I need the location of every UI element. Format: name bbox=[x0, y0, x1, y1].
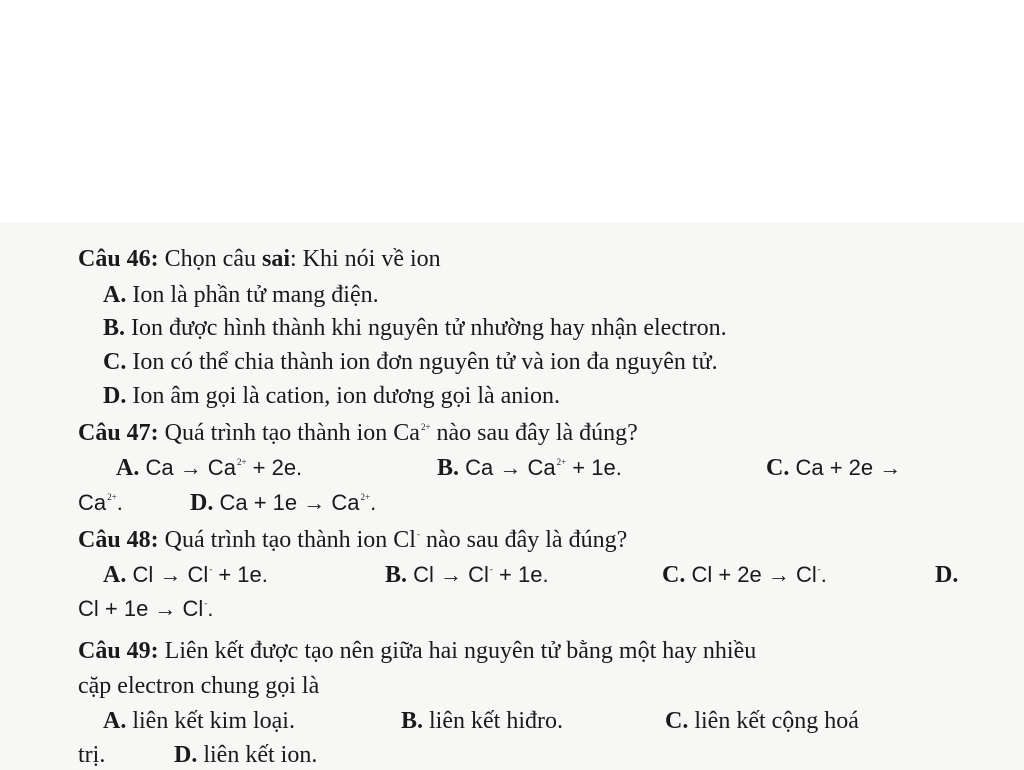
q49-option-a bbox=[103, 706, 295, 736]
option-text: Ion có thể chia thành ion đơn nguyên tử và ion đa nguyên tử. bbox=[126, 349, 718, 375]
q46-option-c bbox=[103, 347, 718, 377]
equation-lhs: Cl + 1e → Cl bbox=[78, 596, 204, 621]
q47-option-b bbox=[437, 453, 622, 487]
q47-stem-tail: nào sau đây là đúng? bbox=[430, 420, 638, 446]
option-label: A. bbox=[103, 282, 127, 308]
q46-stem bbox=[78, 244, 441, 274]
equation-product: Ca bbox=[78, 490, 107, 515]
q47-stem-text: Quá trình tạo thành ion Ca bbox=[158, 420, 420, 446]
equation-rhs: + 1e. bbox=[492, 562, 549, 587]
equation-lhs: Cl → Cl bbox=[407, 562, 489, 587]
option-text: liên kết ion. bbox=[197, 742, 318, 768]
q49-option-c-continued bbox=[78, 740, 105, 770]
option-text: liên kết cộng hoá bbox=[688, 708, 859, 734]
equation: Ca + 2e → bbox=[789, 455, 902, 480]
superscript: - bbox=[204, 598, 208, 608]
q49-option-d bbox=[174, 740, 317, 770]
q46-number: Câu 46: bbox=[78, 246, 159, 272]
equation-rhs: + 1e. bbox=[566, 455, 622, 480]
option-label: D. bbox=[174, 742, 198, 768]
q46-stem-text: Chọn câu bbox=[158, 246, 262, 272]
q47-option-c bbox=[766, 453, 901, 483]
option-text: liên kết hiđro. bbox=[423, 708, 563, 734]
option-label: C. bbox=[665, 708, 689, 734]
equation-rhs: . bbox=[207, 596, 214, 621]
q46-option-b bbox=[103, 313, 727, 343]
equation-lhs: Cl + 2e → Cl bbox=[685, 562, 817, 587]
q48-stem-tail: nào sau đây là đúng? bbox=[419, 527, 628, 553]
q49-stem-text: cặp electron chung gọi là bbox=[78, 673, 320, 699]
q48-option-b bbox=[385, 560, 549, 594]
option-label: D. bbox=[935, 562, 959, 588]
superscript: 2+ bbox=[420, 422, 431, 432]
q47-option-d bbox=[190, 488, 376, 522]
q49-option-b bbox=[401, 706, 563, 736]
option-label: A. bbox=[103, 708, 127, 734]
q49-stem-line1 bbox=[78, 636, 756, 666]
q46-option-a bbox=[103, 280, 379, 310]
equation-rhs: + 2e. bbox=[246, 455, 303, 480]
equation-lhs: Ca → Ca bbox=[459, 455, 556, 480]
option-label: A. bbox=[103, 562, 127, 588]
option-label: C. bbox=[766, 455, 790, 481]
q48-option-d bbox=[935, 560, 958, 590]
option-label: D. bbox=[190, 490, 214, 516]
superscript: - bbox=[416, 529, 420, 539]
option-label: B. bbox=[437, 455, 460, 481]
q46-stem-tail: : Khi nói về ion bbox=[290, 246, 441, 272]
superscript: 2+ bbox=[107, 492, 117, 502]
q48-option-d-continued bbox=[78, 594, 213, 628]
q47-option-c-continued bbox=[78, 488, 123, 522]
superscript: - bbox=[817, 564, 821, 574]
superscript: 2+ bbox=[556, 457, 567, 467]
q49-stem-text: Liên kết được tạo nên giữa hai nguyên tử bằng một hay nhiều bbox=[158, 638, 757, 664]
equation-lhs: Ca → Ca bbox=[139, 455, 236, 480]
option-label: C. bbox=[662, 562, 686, 588]
q48-option-c bbox=[662, 560, 827, 594]
option-label: D. bbox=[103, 383, 127, 409]
equation-tail: . bbox=[116, 490, 123, 515]
equation-lhs: Cl → Cl bbox=[126, 562, 209, 587]
q49-stem-line2 bbox=[78, 671, 319, 701]
q49-number: Câu 49: bbox=[78, 638, 159, 664]
q49-option-c bbox=[665, 706, 859, 736]
equation-rhs: . bbox=[370, 490, 377, 515]
option-label: B. bbox=[401, 708, 424, 734]
q47-number: Câu 47: bbox=[78, 420, 159, 446]
q48-number: Câu 48: bbox=[78, 527, 159, 553]
q47-option-a bbox=[116, 453, 302, 487]
option-text: Ion được hình thành khi nguyên tử nhường hay nhận electron. bbox=[125, 315, 727, 341]
superscript: 2+ bbox=[360, 492, 371, 502]
option-text: Ion là phần tử mang điện. bbox=[126, 282, 379, 308]
option-label: B. bbox=[103, 315, 126, 341]
superscript: - bbox=[209, 564, 213, 574]
option-label: B. bbox=[385, 562, 408, 588]
option-text: trị. bbox=[78, 742, 106, 768]
q48-option-a bbox=[103, 560, 268, 594]
q48-stem-text: Quá trình tạo thành ion Cl bbox=[158, 527, 416, 553]
q48-stem bbox=[78, 525, 627, 559]
superscript: - bbox=[489, 564, 493, 574]
option-text: Ion âm gọi là cation, ion dương gọi là anion. bbox=[126, 383, 560, 409]
q46-emphasis: sai bbox=[261, 246, 290, 272]
blank-top-area bbox=[0, 0, 1024, 222]
option-text: liên kết kim loại. bbox=[126, 708, 295, 734]
option-label: A. bbox=[116, 455, 140, 481]
q46-option-d bbox=[103, 381, 560, 411]
superscript: 2+ bbox=[236, 457, 247, 467]
equation-lhs: Ca + 1e → Ca bbox=[213, 490, 360, 515]
equation-rhs: + 1e. bbox=[212, 562, 268, 587]
equation-rhs: . bbox=[820, 562, 827, 587]
q47-stem bbox=[78, 418, 638, 452]
option-label: C. bbox=[103, 349, 127, 375]
